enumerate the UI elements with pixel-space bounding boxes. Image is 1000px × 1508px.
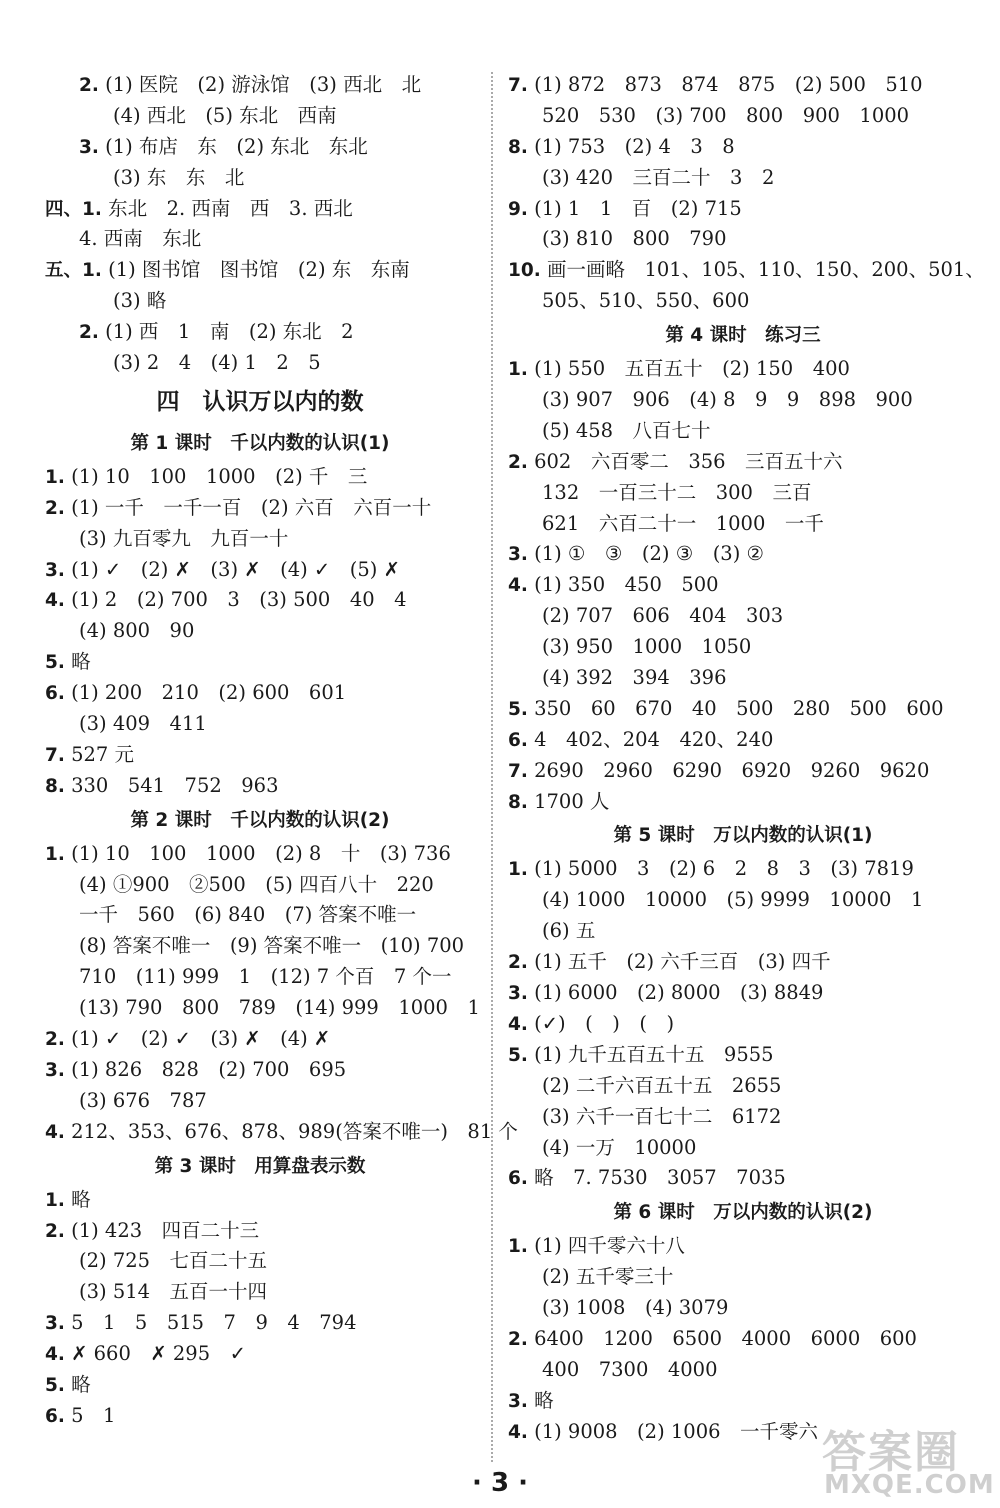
answer-line (508, 1040, 978, 1071)
answer-line (508, 601, 978, 632)
answer-text: (2) 725 七百二十五 (79, 1249, 268, 1273)
answer-text: (3) 409 411 (79, 712, 207, 736)
question-number: 3. (45, 559, 65, 581)
question-number: 3. (45, 1059, 65, 1081)
answer-line (45, 1086, 475, 1117)
answer-text: (1) 872 873 874 875 (2) 500 510 (534, 73, 923, 96)
answer-line (508, 756, 978, 787)
answer-line (45, 740, 475, 771)
answer-line (508, 478, 978, 509)
answer-line (508, 947, 978, 978)
answer-text: (3) 东 东 北 (113, 165, 245, 189)
answer-text: 5 1 5 515 7 9 4 794 (71, 1311, 357, 1335)
answer-line (45, 493, 475, 524)
answer-text: (1) 九千五百五十五 9555 (534, 1042, 774, 1066)
question-number: 1. (508, 1236, 528, 1258)
answer-text: (1) 医院 (2) 游泳馆 (3) 西北 北 (105, 73, 422, 96)
question-number: 6. (45, 683, 65, 705)
answer-line (508, 1009, 978, 1040)
answer-line (45, 900, 475, 931)
answer-text: (4) 800 90 (79, 619, 195, 643)
answer-text: (2) 707 606 404 303 (542, 604, 784, 628)
answer-text: (1) 五千 (2) 六千三百 (3) 四千 (534, 950, 831, 974)
answer-text: 520 530 (3) 700 800 900 1000 (542, 103, 910, 127)
answer-text: 4 402、204 420、240 (534, 727, 774, 751)
question-number: 7. (508, 760, 528, 782)
answer-text: (5) 458 八百七十 (542, 418, 711, 442)
question-number: 3. (508, 544, 528, 566)
answer-text: 东北 2. 西南 西 3. 西北 (108, 196, 353, 220)
answer-line (508, 447, 978, 478)
question-number: 5. (508, 1044, 528, 1066)
question-number: 4. (45, 1121, 65, 1143)
watermark-logo (818, 1416, 995, 1502)
answer-text: 621 六百二十一 1000 一千 (542, 511, 824, 535)
answer-line (508, 255, 985, 286)
answer-line (508, 163, 978, 194)
answer-line (508, 194, 978, 225)
question-number: 4. (508, 1013, 528, 1035)
question-number: 1. (45, 1189, 65, 1211)
answer-text: (2) 二千六百五十五 2655 (542, 1073, 782, 1097)
watermark-top: 答案圈 (822, 1427, 960, 1478)
answer-line (45, 1246, 475, 1277)
answer-line (508, 1133, 978, 1164)
answer-line (45, 255, 475, 286)
answer-line (508, 224, 978, 255)
answer-line (45, 993, 480, 1024)
question-number: 1. (45, 466, 65, 488)
answer-line (508, 286, 978, 317)
answer-line (508, 663, 978, 694)
question-number: 5. (45, 652, 65, 674)
answer-line (45, 286, 475, 317)
answer-line (45, 132, 475, 163)
answer-text: 505、510、550、600 (542, 289, 750, 313)
answer-text: (1) 一千 一千一百 (2) 六百 六百一十 (71, 495, 432, 519)
answer-line (45, 555, 475, 586)
answer-text: (3) 九百零九 九百一十 (79, 526, 289, 550)
answer-line (45, 1216, 475, 1247)
answer-text: (3) 2 4 (4) 1 2 5 (113, 351, 321, 375)
answer-line (45, 1117, 518, 1148)
answer-line (508, 354, 978, 385)
answer-text: 一千 560 (6) 840 (7) 答案不唯一 (79, 903, 417, 927)
question-number: 2. (508, 952, 528, 974)
question-number: 2. (508, 1328, 528, 1350)
answer-line (508, 101, 978, 132)
question-number: 8. (508, 791, 528, 813)
answer-text: (4) 一万 10000 (542, 1135, 697, 1159)
answer-line (45, 524, 475, 555)
question-number: 2. (45, 497, 65, 519)
answer-text: (3) 六千一百七十二 6172 (542, 1104, 782, 1128)
answer-text: (1) 图书馆 图书馆 (2) 东 东南 (108, 258, 410, 282)
question-number: 8. (508, 136, 528, 158)
question-number: 1. (508, 859, 528, 881)
answer-text: (1) 四千零六十八 (534, 1234, 685, 1258)
answer-text: (4) 西北 (5) 东北 西南 (113, 103, 337, 127)
answer-text: (6) 五 (542, 919, 596, 943)
answer-text: 132 一百三十二 300 三百 (542, 480, 812, 504)
answer-text: (1) 西 1 南 (2) 东北 2 (105, 320, 354, 344)
answer-text: 略 (71, 1372, 91, 1396)
answer-text: 5 1 (71, 1403, 116, 1427)
answer-line (508, 1231, 978, 1262)
answer-line (45, 771, 475, 802)
answer-text: (1) 9008 (2) 1006 一千零六 (534, 1419, 819, 1443)
answer-text: (1) 200 210 (2) 600 601 (71, 681, 347, 705)
answer-line (508, 854, 978, 885)
answer-text: 画一画略 101、105、110、150、200、501、 (546, 258, 985, 282)
answer-line (508, 694, 978, 725)
answer-text: (1) 10 100 1000 (2) 8 十 (3) 736 (71, 841, 451, 865)
answer-line (508, 1386, 978, 1417)
answer-text: (3) 514 五百一十四 (79, 1280, 268, 1304)
answer-line (45, 1055, 475, 1086)
question-number: 5. (508, 698, 528, 720)
answer-text: (4) 392 394 396 (542, 666, 727, 690)
question-number: 五、1. (45, 260, 102, 282)
watermark-bottom: MXQE.COM (824, 1470, 995, 1500)
answer-line (508, 1293, 978, 1324)
answer-text: (1) 1 1 百 (2) 715 (534, 196, 742, 220)
answer-line (45, 1277, 475, 1308)
answer-line (508, 132, 978, 163)
answer-text: (2) 五千零三十 (542, 1265, 674, 1289)
question-number: 4. (45, 1344, 65, 1366)
answer-text: (1) 753 (2) 4 3 8 (534, 134, 735, 158)
lesson-heading: 第 1 课时 千以内数的认识(1) (130, 432, 390, 454)
answer-line (508, 539, 978, 570)
answer-text: 4. 西南 东北 (79, 227, 202, 251)
question-number: 6. (508, 729, 528, 751)
answer-line (508, 1071, 978, 1102)
chapter-title: 四 认识万以内的数 (156, 388, 364, 415)
lesson-heading: 第 4 课时 练习三 (665, 325, 821, 347)
answer-line (45, 348, 475, 379)
question-number: 4. (508, 1421, 528, 1443)
answer-text: 略 (71, 650, 91, 674)
answer-text: (1) 350 450 500 (534, 573, 719, 597)
answer-line (45, 1339, 475, 1370)
right-column (508, 70, 985, 1448)
answer-line (508, 1163, 978, 1194)
answer-text: (1) 10 100 1000 (2) 千 三 (71, 464, 368, 488)
answer-text: 602 六百零二 356 三百五十六 (534, 449, 843, 473)
answer-text: (1) 5000 3 (2) 6 2 8 3 (3) 7819 (534, 857, 914, 881)
answer-text: (8) 答案不唯一 (9) 答案不唯一 (10) 700 (79, 934, 465, 958)
answer-line (45, 962, 475, 993)
answer-text: 略 (71, 1187, 91, 1211)
answer-text: 6400 1200 6500 4000 6000 600 (534, 1326, 917, 1350)
answer-line (508, 509, 978, 540)
answer-text: (3) 420 三百二十 3 2 (542, 165, 775, 189)
question-number: 9. (508, 198, 528, 220)
answer-line (508, 385, 978, 416)
answer-line (45, 317, 475, 348)
answer-line (45, 1024, 475, 1055)
question-number: 3. (508, 983, 528, 1005)
question-number: 6. (508, 1168, 528, 1190)
answer-text: (1) 6000 (2) 8000 (3) 8849 (534, 981, 824, 1005)
answer-text: ✗ 660 ✗ 295 ✓ (71, 1342, 246, 1366)
answer-line (508, 885, 978, 916)
answer-line (45, 1308, 475, 1339)
answer-text: 略 (534, 1388, 554, 1412)
column-divider (491, 72, 493, 1462)
answer-line (45, 70, 475, 101)
question-number: 7. (45, 744, 65, 766)
answer-text: (1) 2 (2) 700 3 (3) 500 40 4 (71, 588, 407, 612)
answer-text: (3) 676 787 (79, 1088, 207, 1112)
question-number: 3. (79, 136, 99, 158)
answer-text: 400 7300 4000 (542, 1357, 718, 1381)
answer-line (45, 101, 475, 132)
lesson-heading: 第 5 课时 万以内数的认识(1) (613, 825, 873, 847)
answer-text: (3) 810 800 790 (542, 227, 727, 251)
answer-text: 212、353、676、878、989(答案不唯一) 81 个 (71, 1119, 518, 1143)
answer-text: (3) 略 (113, 289, 167, 313)
question-number: 1. (45, 843, 65, 865)
question-number: 7. (508, 75, 528, 96)
answer-text: (1) ✓ (2) ✗ (3) ✗ (4) ✓ (5) ✗ (71, 557, 400, 581)
answer-text: (1) 布店 东 (2) 东北 东北 (105, 134, 368, 158)
answer-text: (1) 550 五百五十 (2) 150 400 (534, 357, 850, 381)
question-number: 4. (508, 575, 528, 597)
answer-line (45, 1370, 475, 1401)
answer-line (45, 462, 475, 493)
question-number: 4. (45, 590, 65, 612)
answer-text: (13) 790 800 789 (14) 999 1000 1 (79, 996, 480, 1020)
answer-line (45, 224, 475, 255)
answer-text: (1) ① ③ (2) ③ (3) ② (534, 542, 764, 566)
lesson-heading: 第 2 课时 千以内数的认识(2) (130, 809, 390, 831)
answer-line (45, 194, 475, 225)
lesson-heading: 第 3 课时 用算盘表示数 (154, 1155, 366, 1177)
answer-line (45, 616, 475, 647)
question-number: 10. (508, 260, 541, 282)
answer-line (508, 570, 978, 601)
answer-line (508, 978, 978, 1009)
answer-line (508, 787, 978, 818)
answer-line (508, 1324, 978, 1355)
answer-line (45, 931, 475, 962)
answer-text: (4) 1000 10000 (5) 9999 10000 1 (542, 888, 924, 912)
answer-text: 2690 2960 6290 6920 9260 9620 (534, 758, 930, 782)
answer-line (508, 1262, 978, 1293)
question-number: 8. (45, 775, 65, 797)
question-number: 3. (508, 1390, 528, 1412)
answer-line (508, 1355, 978, 1386)
answer-text: (1) ✓ (2) ✓ (3) ✗ (4) ✗ (71, 1027, 331, 1051)
lesson-heading: 第 6 课时 万以内数的认识(2) (613, 1202, 873, 1224)
question-number: 2. (508, 451, 528, 473)
answer-line (45, 1401, 475, 1432)
question-number: 5. (45, 1374, 65, 1396)
answer-text: 略 7. 7530 3057 7035 (534, 1166, 786, 1190)
answer-line (508, 70, 978, 101)
answer-text: 710 (11) 999 1 (12) 7 个百 7 个一 (79, 965, 452, 989)
answer-text: (3) 1008 (4) 3079 (542, 1296, 729, 1320)
question-number: 3. (45, 1313, 65, 1335)
answer-text: (3) 950 1000 1050 (542, 635, 752, 659)
answer-line (508, 416, 978, 447)
answer-text: 330 541 752 963 (71, 773, 279, 797)
answer-text: (3) 907 906 (4) 8 9 9 898 900 (542, 388, 913, 412)
answer-text: (4) ①900 ②500 (5) 四百八十 220 (79, 872, 434, 896)
answer-line (45, 163, 475, 194)
left-column (45, 70, 518, 1432)
answer-line (45, 870, 475, 901)
answer-line (45, 839, 475, 870)
answer-text: (1) 826 828 (2) 700 695 (71, 1057, 347, 1081)
question-number: 6. (45, 1405, 65, 1427)
answer-line (45, 585, 475, 616)
answer-line (508, 1102, 978, 1133)
question-number: 2. (79, 322, 99, 344)
answer-text: 1700 人 (534, 789, 610, 813)
answer-line (508, 916, 978, 947)
question-number: 2. (45, 1029, 65, 1051)
answer-line (45, 709, 475, 740)
answer-text: 527 元 (71, 742, 135, 766)
answer-line (508, 632, 978, 663)
question-number: 四、1. (45, 198, 102, 220)
question-number: 1. (508, 359, 528, 381)
question-number: 2. (45, 1220, 65, 1242)
answer-line (508, 725, 978, 756)
answer-line (45, 1185, 475, 1216)
answer-line (45, 678, 475, 709)
answer-text: (1) 423 四百二十三 (71, 1218, 260, 1242)
page-number: · 3 · (472, 1468, 528, 1498)
question-number: 2. (79, 75, 99, 96)
answer-text: 350 60 670 40 500 280 500 600 (534, 696, 944, 720)
answer-text: (✓) ( ) ( ) (534, 1011, 675, 1035)
answer-line (45, 647, 475, 678)
